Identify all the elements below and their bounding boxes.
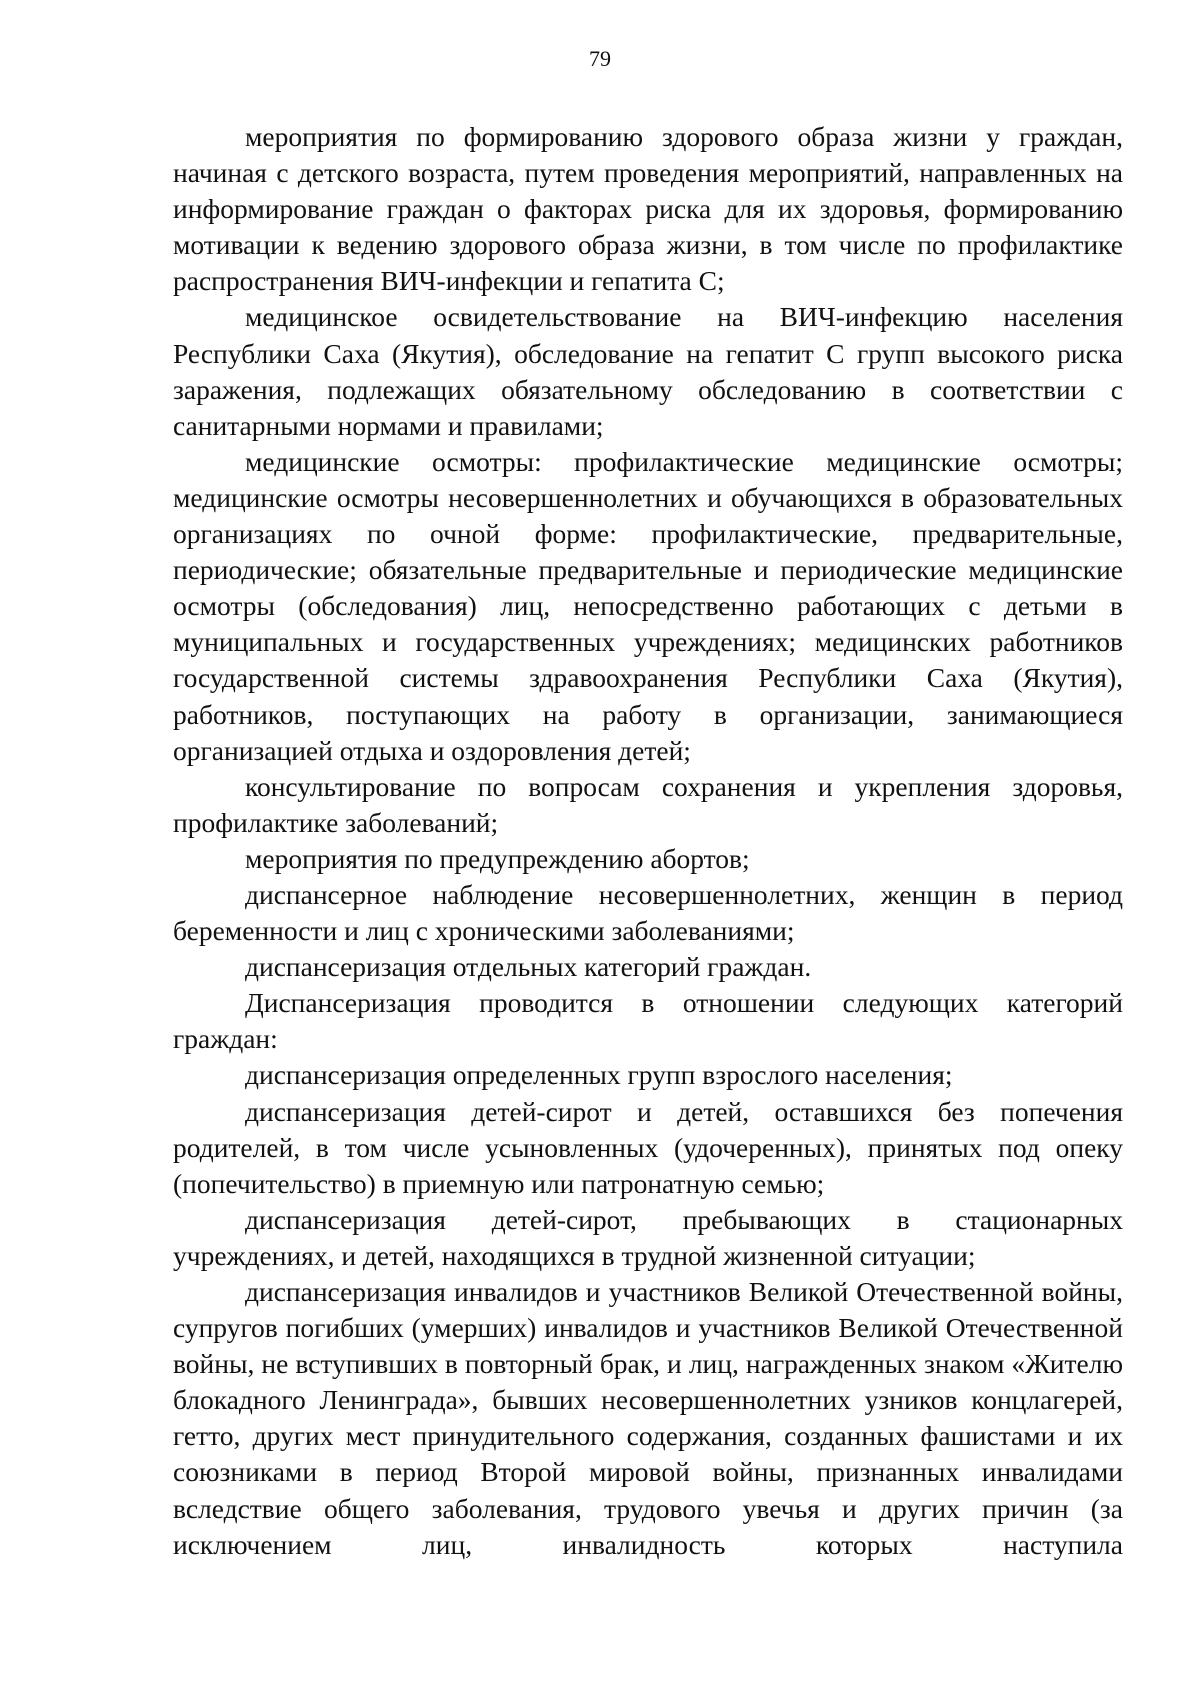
paragraph-dispensarization-categories: диспансеризация отдельных категорий граждан. [245, 951, 812, 983]
paragraph-war-veterans: диспансеризация инвалидов и участников Великой Отечественной войны, супругов погибших (умерших) инвалидов и участников Великой Отечественной войны, не вступивших в повторный брак, и лиц, награжденных знаком «Жителю блокадного Ленинграда», бывших несовершеннолетних узников концлагерей, гетто, других мест принудительного содержания, созданных фашистами и их союзниками в период Второй мировой войны, признанных инвалидами вследствие общего заболевания, трудового увечья и других причин (за исключением лиц, инвалидность которых наступила [173, 1276, 1123, 1560]
paragraph-orphans-family: диспансеризация детей-сирот и детей, оставшихся без попечения родителей, в том числе усыновленных (удочеренных), принятых под опеку (попечительство) в приемную или патронатную семью; [173, 1095, 1123, 1199]
paragraph-medical-checkups: медицинские осмотры: профилактические медицинские осмотры; медицинские осмотры несовершеннолетних и обучающихся в образовательных организациях по очной форме: профилактические, предварительные, периодические; обязательные предварительные и периодические медицинские осмотры (обследования) лиц, непосредственно работающих с детьми в муниципальных и государственных учреждениях; медицинских работников государственной системы здравоохранения Республики Саха (Якутия), работников, поступающих на работу в организации, занимающиеся организацией отдыха и оздоровления детей; [173, 445, 1123, 766]
paragraph-orphans-institutions: диспансеризация детей-сирот, пребывающих в стационарных учреждениях, и детей, находящихся в трудной жизненной ситуации; [173, 1203, 1123, 1271]
page-number: 79 [589, 46, 611, 71]
paragraph-healthy-lifestyle: мероприятия по формированию здорового образа жизни у граждан, начиная с детского возраста, путем проведения мероприятий, направленных на информирование граждан о факторах риска для их здоровья, формированию мотивации к ведению здорового образа жизни, в том числе по профилактике распространения ВИЧ-инфекции и гепатита С; [173, 121, 1123, 297]
paragraph-dispensarization-intro: Диспансеризация проводится в отношении следующих категорий граждан: [173, 987, 1123, 1055]
paragraph-health-consulting: консультирование по вопросам сохранения и укрепления здоровья, профилактике заболеваний; [173, 770, 1123, 838]
paragraph-hiv-examination: медицинское освидетельствование на ВИЧ-инфекцию населения Республики Саха (Якутия), обследование на гепатит С групп высокого риска заражения, подлежащих обязательному обследованию в соответствии с санитарными нормами и правилами; [173, 301, 1123, 441]
paragraph-adult-population: диспансеризация определенных групп взрослого населения; [245, 1059, 953, 1091]
document-body [173, 119, 1123, 1563]
paragraph-dispensary-observation: диспансерное наблюдение несовершеннолетних, женщин в период беременности и лиц с хроническими заболеваниями; [173, 878, 1123, 947]
paragraph-abortion-prevention: мероприятия по предупреждению абортов; [245, 842, 750, 874]
